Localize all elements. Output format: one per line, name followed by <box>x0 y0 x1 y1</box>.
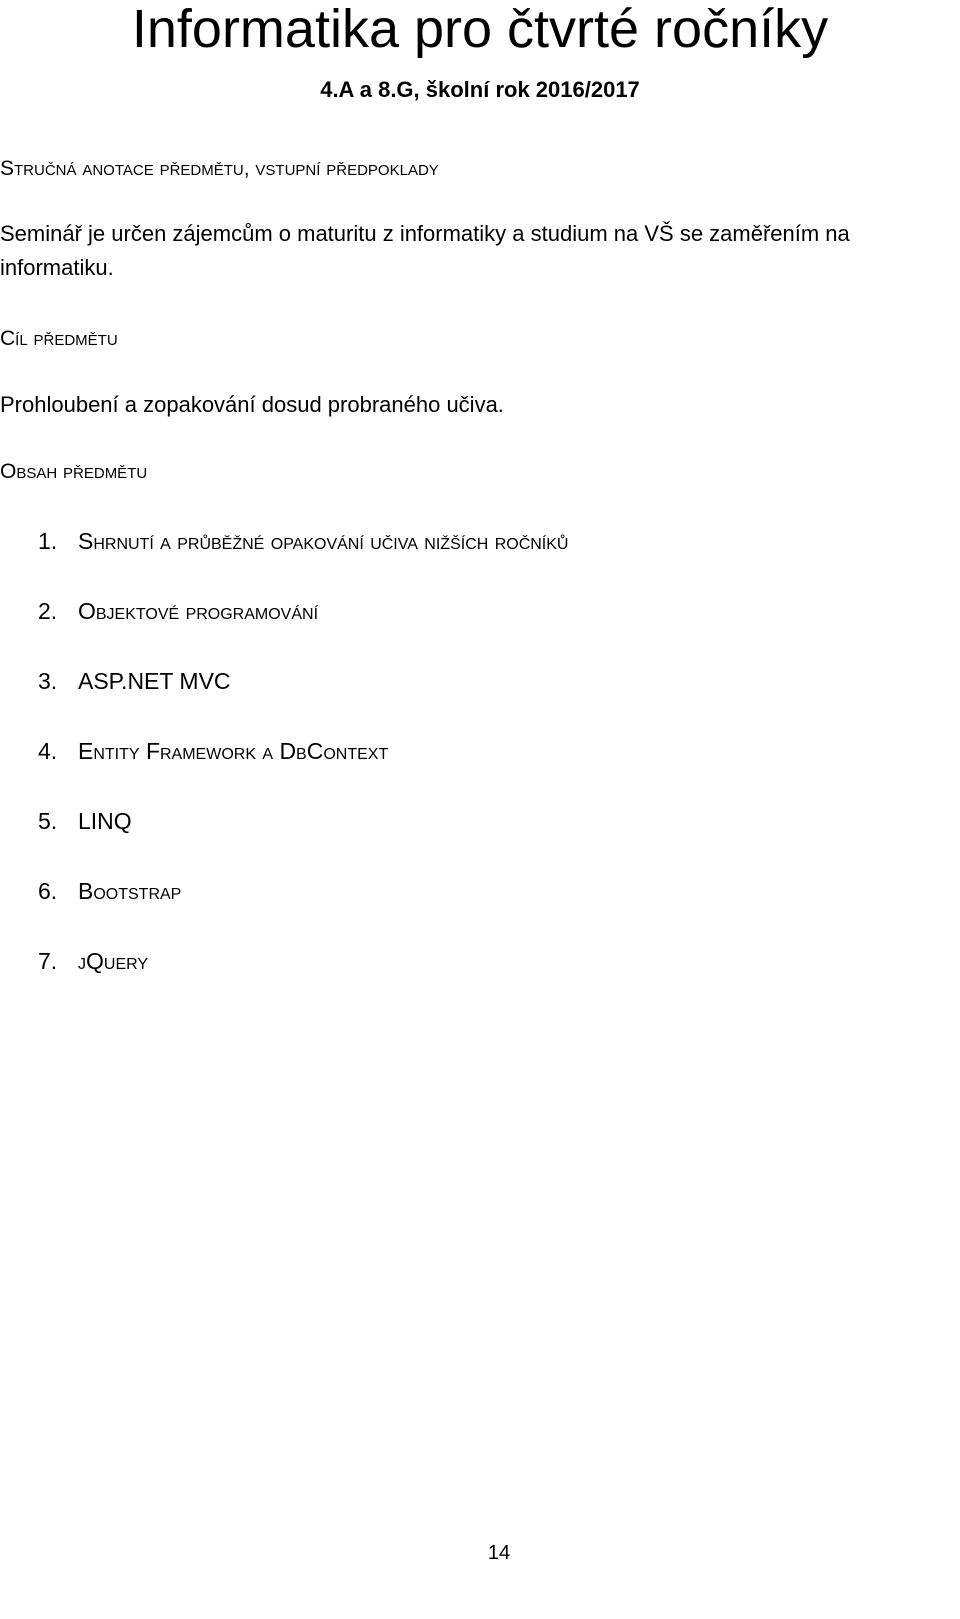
list-item-number: 5. <box>38 808 58 834</box>
list-item-number: 2. <box>38 598 58 624</box>
list-item-number: 6. <box>38 878 58 904</box>
list-item-label: LINQ <box>78 808 132 834</box>
list-item-label: ASP.NET MVC <box>78 668 231 694</box>
list-item-label: Objektové programování <box>78 598 319 624</box>
list-item-label: Entity Framework a DbContext <box>78 738 389 764</box>
list-item-number: 1. <box>38 528 58 554</box>
list-item-number: 7. <box>38 948 58 974</box>
list-item-label: jQuery <box>78 948 149 974</box>
goal-paragraph: Prohloubení a zopakování dosud probraného učiva. <box>0 392 504 417</box>
document-title: Informatika pro čtvrté ročníky <box>131 0 829 59</box>
section-heading-goal: Cíl předmětu <box>0 327 118 350</box>
list-item-label: Shrnutí a průběžné opakování učiva nižších ročníků <box>78 528 569 554</box>
annotation-paragraph: Seminář je určen zájemcům o maturitu z informatiky a studium na VŠ se zaměřením na informatiku. <box>0 221 850 280</box>
document-subtitle: 4.A a 8.G, školní rok 2016/2017 <box>320 77 640 102</box>
list-item-label: Bootstrap <box>78 878 182 904</box>
page-number: 14 <box>487 1542 511 1564</box>
section-heading-content: Obsah předmětu <box>0 460 148 483</box>
list-item-number: 4. <box>38 738 58 764</box>
list-item-number: 3. <box>38 668 58 694</box>
section-heading-annotation: Stručná anotace předmětu, vstupní předpoklady <box>0 157 439 180</box>
